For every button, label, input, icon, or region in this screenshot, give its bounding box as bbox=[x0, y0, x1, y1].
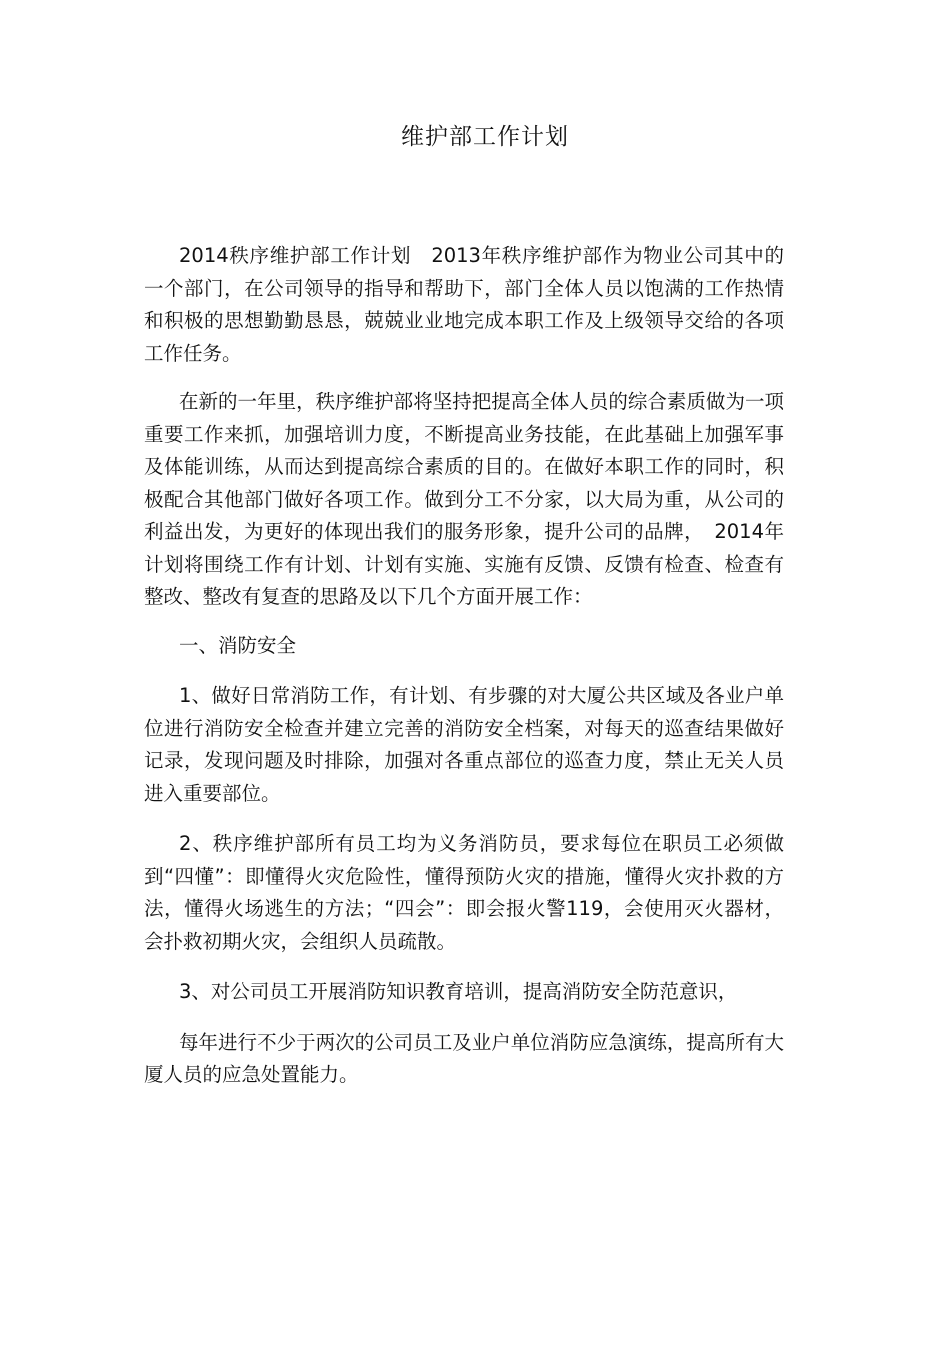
paragraph-intro: 2014秩序维护部工作计划 2013年秩序维护部作为物业公司其中的一个部门，在公司领导的指导和帮助下，部门全体人员以饱满的工作热情和积极的思想勤勤恳恳，兢兢业业地完成本职工作及上级领导交给的各项工作任务。 bbox=[144, 244, 784, 365]
paragraph-item-2: 2、秩序维护部所有员工均为义务消防员，要求每位在职员工必须做到“四懂”：即懂得火灾危险性，懂得预防火灾的措施，懂得火灾扑救的方法，懂得火场逃生的方法；“四会”：即会报火警119，会使用灭火器材，会扑救初期火灾，会组织人员疏散。 bbox=[144, 832, 784, 953]
section-heading-fire-safety: 一、消防安全 bbox=[179, 633, 297, 657]
document-body bbox=[144, 240, 784, 1092]
paragraph-item-1: 1、做好日常消防工作，有计划、有步骤的对大厦公共区域及各业户单位进行消防安全检查并建立完善的消防安全档案，对每天的巡查结果做好记录，发现问题及时排除，加强对各重点部位的巡查力度，禁止无关人员进入重要部位。 bbox=[144, 684, 784, 805]
paragraph-new-year-plan: 在新的一年里，秩序维护部将坚持把提高全体人员的综合素质做为一项重要工作来抓，加强培训力度，不断提高业务技能，在此基础上加强军事及体能训练，从而达到提高综合素质的目的。在做好本职工作的同时，积极配合其他部门做好各项工作。做到分工不分家，以大局为重，从公司的利益出发，为更好的体现出我们的服务形象，提升公司的品牌， 2014年计划将围绕工作有计划、计划有实施、实施有反馈、反馈有检查、检查有整改、整改有复查的思路及以下几个方面开展工作： bbox=[144, 390, 784, 608]
paragraph-item-3: 3、对公司员工开展消防知识教育培训，提高消防安全防范意识， bbox=[179, 980, 738, 1003]
paragraph-drills: 每年进行不少于两次的公司员工及业户单位消防应急演练，提高所有大厦人员的应急处置能力。 bbox=[144, 1030, 784, 1086]
document-title: 维护部工作计划 bbox=[401, 124, 569, 150]
